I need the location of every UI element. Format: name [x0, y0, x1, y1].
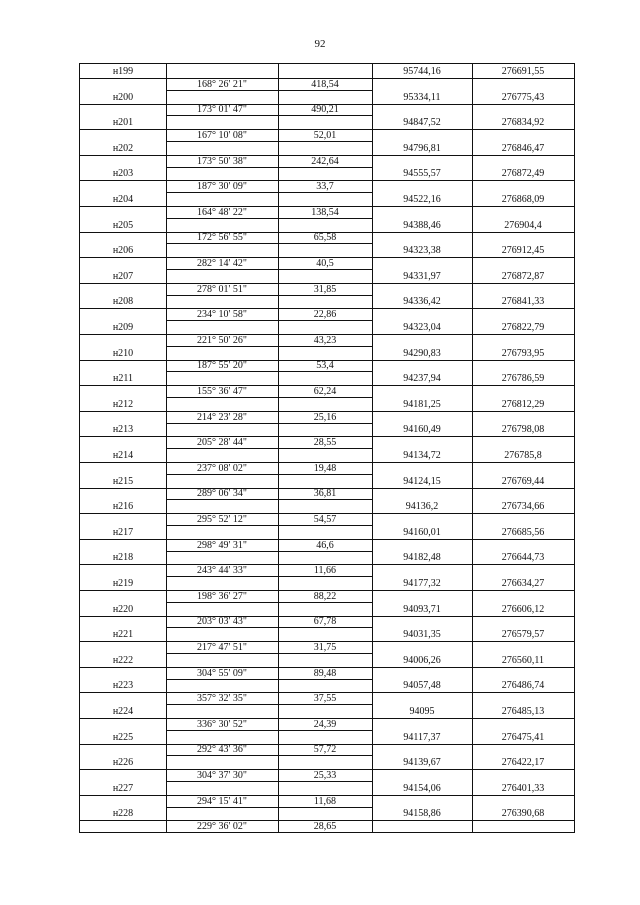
point-x: 94095: [409, 706, 435, 717]
segment-angle: 304° 55' 09": [197, 667, 247, 679]
segment-angle: 167° 10' 08": [197, 130, 247, 141]
segment-length: 37,55: [313, 693, 337, 705]
point-id: н215: [112, 475, 134, 487]
segment-angle: 198° 36' 27": [197, 590, 247, 602]
point-x: 94154,06: [403, 782, 441, 794]
point-id: н211: [113, 373, 133, 385]
segment-length: 52,01: [313, 130, 337, 141]
point-id: н199: [112, 66, 134, 77]
point-x: 94160,49: [403, 424, 441, 436]
point-x: 94181,25: [403, 398, 441, 410]
point-x: 94093,71: [403, 603, 441, 615]
point-x: 94388,46: [403, 219, 441, 231]
segment-angle: 294° 15' 41": [197, 795, 247, 807]
point-y: 276485,13: [501, 706, 545, 717]
point-x: 94031,35: [403, 629, 441, 641]
segment-angle: 292° 43' 36": [197, 744, 247, 756]
segment-angle: 187° 30' 09": [197, 181, 247, 193]
segment-angle: 155° 36' 47": [197, 386, 247, 397]
segment-angle: 295° 52' 12": [197, 514, 247, 525]
segment-length: 33,7: [316, 181, 334, 193]
segment-length: 43,23: [313, 334, 337, 346]
segment-angle: 172° 56' 55": [197, 232, 247, 244]
segment-length: 31,85: [313, 283, 337, 295]
point-x: 94177,32: [403, 578, 441, 589]
segment-length: 25,16: [313, 411, 337, 423]
segment-length: 24,39: [313, 718, 337, 730]
segment-length: 88,22: [313, 590, 337, 602]
point-id: н221: [112, 629, 134, 641]
point-x: 95744,16: [403, 66, 441, 77]
point-id: н228: [112, 808, 134, 820]
segment-length: 22,86: [313, 309, 337, 321]
point-y: 276904,4: [504, 219, 542, 231]
point-x: 94323,04: [403, 322, 441, 333]
segment-angle: 278° 01' 51": [197, 283, 247, 295]
point-x: 94847,52: [403, 117, 441, 129]
segment-length: 46,6: [316, 539, 334, 551]
point-x: 94555,57: [403, 168, 441, 180]
segment-length: 490,21: [311, 104, 339, 116]
segment-angle: 214° 23' 28": [197, 411, 247, 423]
segment-angle: 304° 37' 30": [197, 770, 247, 781]
segment-underline: [166, 832, 372, 833]
point-x: 94134,72: [403, 450, 441, 461]
point-x: 94336,42: [403, 296, 441, 308]
point-id: н207: [112, 270, 134, 282]
page-number: 92: [314, 38, 326, 50]
segment-angle: 173° 50' 38": [197, 155, 247, 167]
segment-length: 53,4: [316, 360, 334, 372]
point-x: 94290,83: [403, 347, 441, 359]
segment-angle: 357° 32' 35": [197, 693, 247, 705]
point-id: н208: [112, 296, 134, 308]
segment-angle: 203° 03' 43": [197, 616, 247, 628]
point-x: 94237,94: [403, 373, 441, 385]
point-y: 276734,66: [501, 501, 545, 513]
segment-length: 19,48: [313, 462, 337, 474]
point-x: 94158,86: [403, 808, 441, 820]
segment-length: 57,72: [313, 744, 337, 756]
point-x: 94139,67: [403, 757, 441, 769]
point-id: н203: [112, 168, 134, 180]
segment-length: 40,5: [316, 258, 334, 269]
segment-angle: 173° 01' 47": [197, 104, 247, 116]
point-id: н202: [112, 142, 134, 154]
point-x: 94323,38: [403, 245, 441, 257]
coordinate-table: [79, 63, 575, 833]
point-id: н204: [112, 194, 134, 205]
point-id: н209: [112, 322, 134, 333]
point-x: 94331,97: [403, 270, 441, 282]
segment-length: 36,81: [313, 488, 337, 500]
segment-length: 65,58: [313, 232, 337, 244]
point-y: 276822,79: [501, 322, 545, 333]
point-y: 276912,45: [501, 245, 545, 257]
point-id: н218: [112, 552, 134, 564]
segment-length: 11,66: [313, 565, 337, 577]
point-id: н212: [112, 398, 134, 410]
point-y: 276872,49: [501, 168, 545, 180]
point-y: 276798,08: [501, 424, 545, 436]
point-id: н225: [112, 731, 134, 743]
point-id: н201: [112, 117, 134, 129]
point-y: 276846,47: [501, 142, 545, 154]
point-y: 276475,41: [501, 731, 545, 743]
point-y: 276401,33: [501, 782, 545, 794]
point-id: н226: [112, 757, 134, 769]
segment-angle: 187° 55' 20": [197, 360, 247, 372]
segment-angle: 168° 26' 21": [197, 78, 247, 90]
point-id: н219: [112, 578, 134, 589]
point-id: н216: [112, 501, 134, 513]
segment-angle: 243° 44' 33": [197, 565, 247, 577]
point-x: 94160,01: [403, 526, 441, 538]
segment-length: 31,75: [313, 642, 337, 653]
point-y: 276634,27: [501, 578, 545, 589]
segment-length: 138,54: [311, 206, 339, 218]
point-x: 94522,16: [403, 194, 441, 205]
point-x: 95334,11: [403, 91, 441, 103]
segment-angle: 298° 49' 31": [197, 539, 247, 551]
segment-angle: 229° 36' 02": [197, 821, 247, 833]
point-x: 94796,81: [403, 142, 441, 154]
segment-length: 242,64: [311, 155, 339, 167]
segment-length: 418,54: [311, 78, 339, 90]
point-id: н200: [112, 91, 134, 103]
point-id: н214: [112, 450, 134, 461]
point-x: 94136,2: [405, 501, 439, 513]
segment-length: 11,68: [313, 795, 337, 807]
point-id: н222: [112, 654, 134, 666]
point-y: 276606,12: [501, 603, 545, 615]
point-y: 276785,8: [504, 450, 542, 461]
segment-length: 89,48: [313, 667, 337, 679]
segment-angle: 289° 06' 34": [197, 488, 247, 500]
point-y: 276390,68: [501, 808, 545, 820]
point-x: 94117,37: [403, 731, 441, 743]
point-id: н224: [112, 706, 134, 717]
point-y: 276769,44: [501, 475, 545, 487]
point-y: 276834,92: [501, 117, 545, 129]
point-y: 276872,87: [501, 270, 545, 282]
segment-angle: 282° 14' 42": [197, 258, 247, 269]
point-y: 276579,57: [501, 629, 545, 641]
point-y: 276685,56: [501, 526, 545, 538]
point-id: н210: [112, 347, 134, 359]
point-y: 276775,43: [501, 91, 545, 103]
segment-angle: 205° 28' 44": [197, 437, 247, 449]
point-id: н213: [112, 424, 134, 436]
point-id: н227: [112, 782, 134, 794]
point-y: 276793,95: [501, 347, 545, 359]
point-y: 276841,33: [501, 296, 545, 308]
point-y: 276868,09: [501, 194, 545, 205]
point-id: н206: [112, 245, 134, 257]
segment-angle: 234° 10' 58": [197, 309, 247, 321]
segment-angle: 221° 50' 26": [197, 334, 247, 346]
segment-angle: 336° 30' 52": [197, 718, 247, 730]
segment-angle: 217° 47' 51": [197, 642, 247, 653]
segment-length: 67,78: [313, 616, 337, 628]
point-x: 94057,48: [403, 680, 441, 692]
segment-angle: 237° 08' 02": [197, 462, 247, 474]
point-y: 276691,55: [501, 66, 545, 77]
segment-length: 28,55: [313, 437, 337, 449]
segment-length: 62,24: [313, 386, 337, 397]
point-y: 276644,73: [501, 552, 545, 564]
segment-length: 25,33: [313, 770, 337, 781]
point-y: 276812,29: [501, 398, 545, 410]
point-y: 276786,59: [501, 373, 545, 385]
point-x: 94006,26: [403, 654, 441, 666]
point-id: н217: [112, 526, 134, 538]
point-id: н220: [112, 603, 134, 615]
point-x: 94124,15: [403, 475, 441, 487]
point-y: 276486,74: [501, 680, 545, 692]
segment-length: 54,57: [313, 514, 337, 525]
point-id: н223: [112, 680, 134, 692]
point-y: 276560,11: [501, 654, 545, 666]
segment-length: 28,65: [313, 821, 337, 833]
point-x: 94182,48: [403, 552, 441, 564]
segment-angle: 164° 48' 22": [197, 206, 247, 218]
point-y: 276422,17: [501, 757, 545, 769]
point-id: н205: [112, 219, 134, 231]
